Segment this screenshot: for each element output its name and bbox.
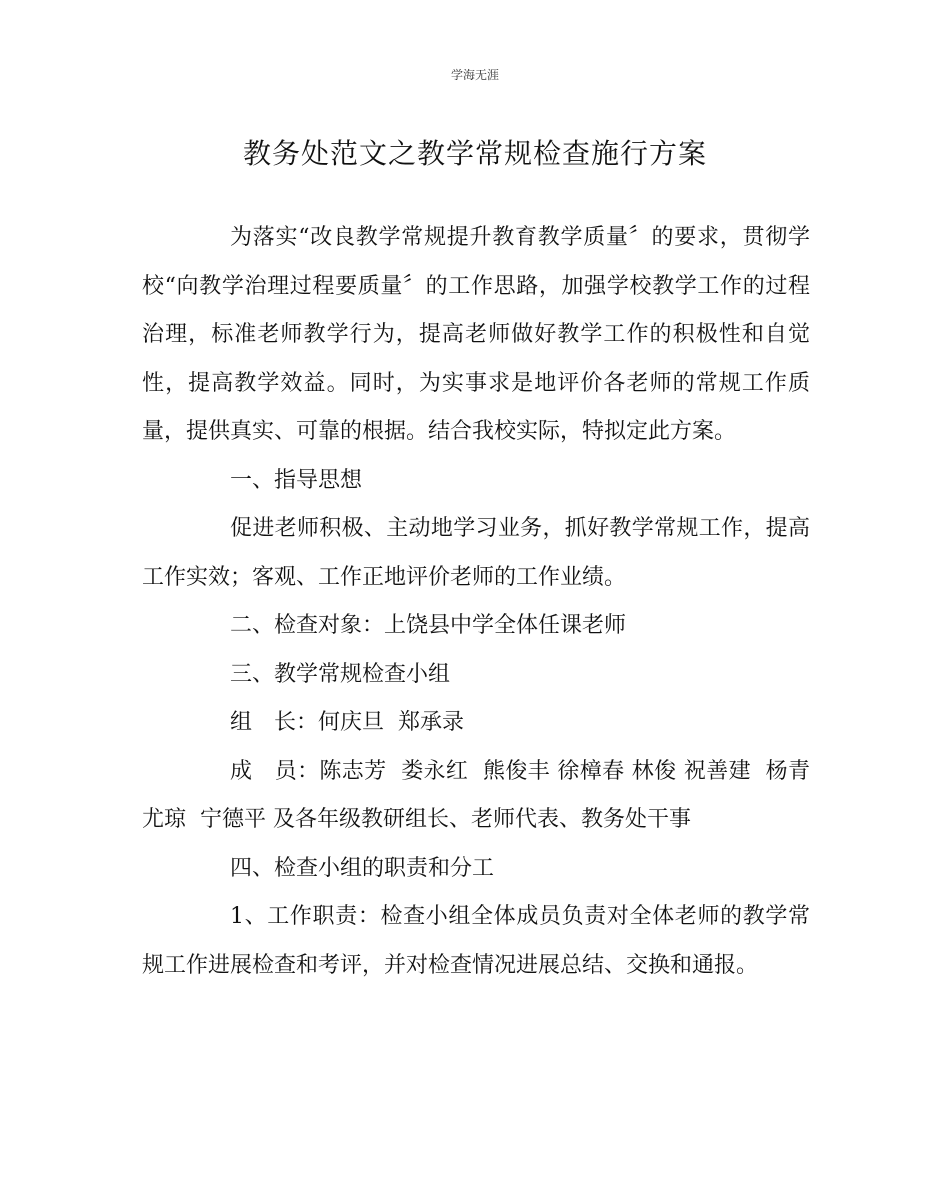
guiding-ideology-paragraph: 促进老师积极、主动地学习业务，抓好教学常规工作，提高工作实效；客观、工作正地评价老师的工作业绩。 [142,516,810,590]
section-heading-duties: 四、检查小组的职责和分工 [230,855,495,881]
page-header: 学海无涯 [450,68,499,82]
section-heading-inspection-group: 三、教学常规检查小组 [230,661,451,687]
document-body [142,214,824,990]
duties-paragraph: 1、工作职责：检查小组全体成员负责对全体老师的教学常规工作进展检查和考评，并对检查情况进展总结、交换和通报。 [142,904,810,978]
group-leader-line: 组 长：何庆旦 郑承录 [230,710,464,735]
section-heading-guiding-ideology: 一、指导思想 [230,467,363,493]
document-title: 教务处范文之教学常规检查施行方案 [242,137,707,170]
intro-paragraph: 为落实“改良教学常规提升教育教学质量〞的要求，贯彻学校“向教学治理过程要质量〞的工作思路，加强学校教学工作的过程治理，标准老师教学行为，提高老师做好教学工作的积极性和自觉性，提高教学效益。同时，为实事求是地评价各老师的常规工作质量，提供真实、可靠的根据。结合我校实际，特拟定此方案。 [142,225,810,444]
group-members-paragraph: 成 员：陈志芳 娄永红 熊俊丰 徐樟春 林俊 祝善建 杨青 尤琼 宁德平 及各年级教研组长、老师代表、教务处干事 [142,758,824,832]
section-heading-inspection-target: 二、检查对象：上饶县中学全体任课老师 [230,613,627,638]
